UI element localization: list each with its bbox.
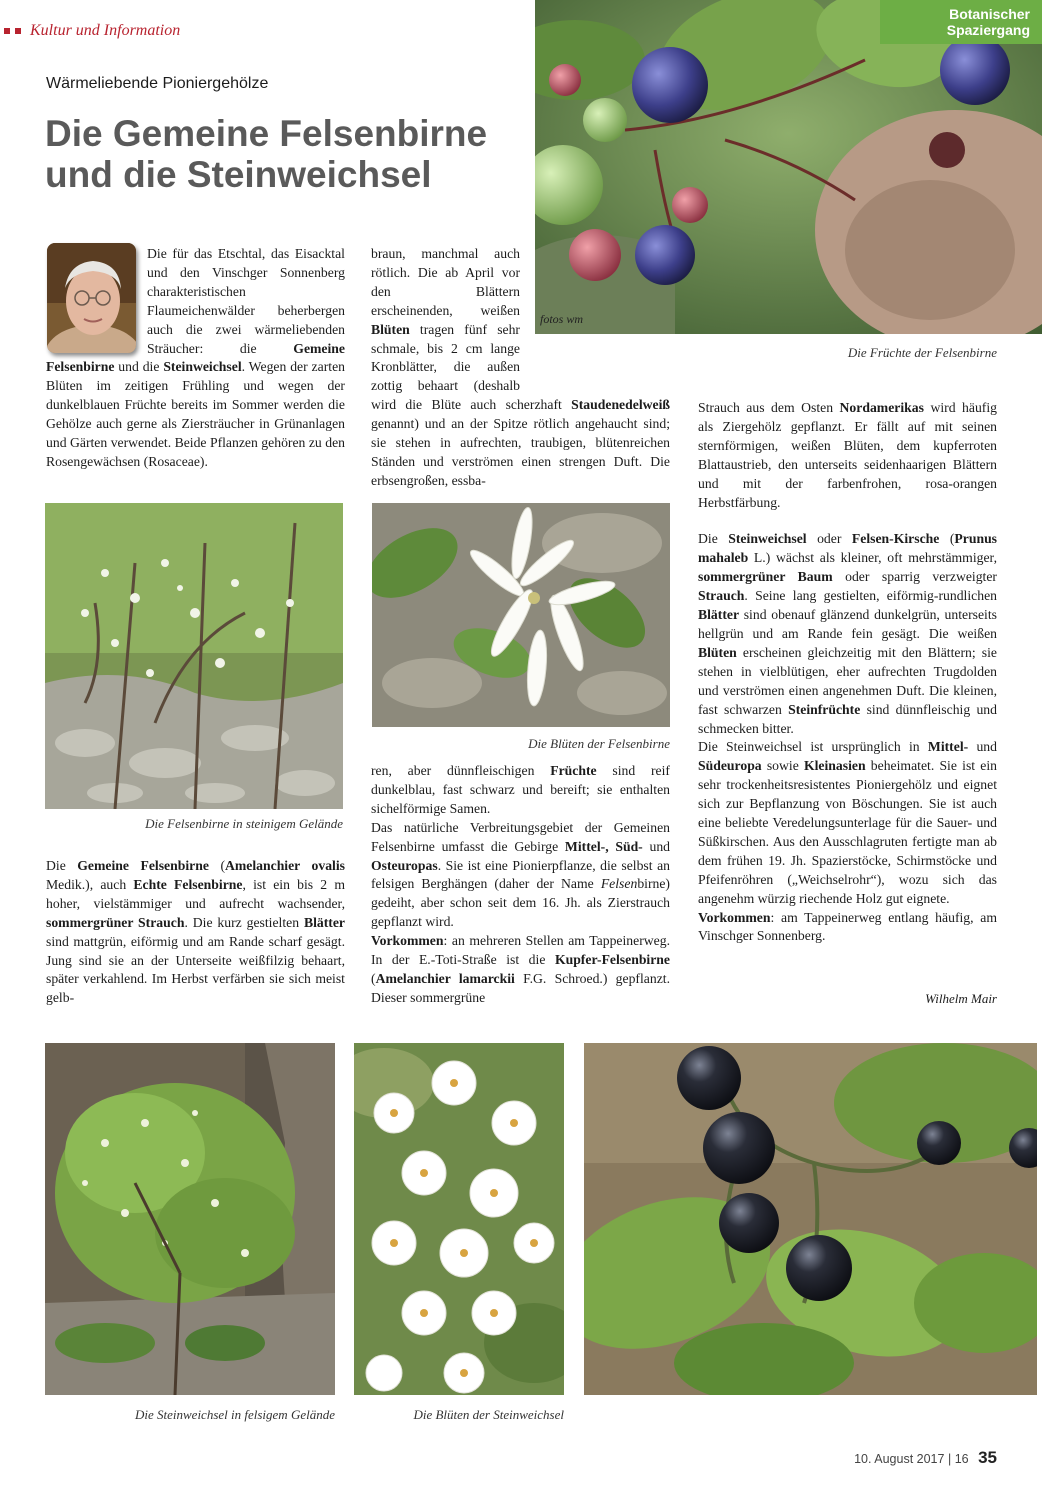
article-serviceberry-description: [46, 857, 345, 1008]
text-run: : an mehreren Stellen am Tappeinerweg. In der E.-Toti-Straße ist die: [371, 933, 670, 968]
issue-date: 10. August 2017: [854, 1452, 945, 1466]
text-run: (: [939, 531, 955, 547]
photo-mahaleb-rock: [45, 1043, 335, 1395]
text-bold: Vorkommen: [371, 933, 444, 949]
text-run: oder: [806, 531, 852, 547]
text-bold: Steinweichsel: [728, 531, 807, 547]
issue-number: 16: [954, 1452, 969, 1466]
text-bold: Vorkommen: [698, 909, 771, 925]
tag-line: Spaziergang: [946, 22, 1030, 38]
text-run: . Die kurz gestielten: [184, 914, 304, 930]
text-run: (: [371, 970, 376, 986]
text-run: (: [208, 858, 225, 873]
text-run: . Seine lang gestielten, eiförmig-rundlichen: [744, 588, 997, 604]
title-line: und die Steinweichsel: [45, 154, 432, 195]
article-intro: [46, 245, 345, 472]
text-run: Medik.), auch: [46, 876, 134, 892]
text-run: Die Steinweichsel ist ursprünglich in: [698, 739, 928, 755]
text-run: sowie: [761, 758, 804, 774]
text-run: sind reif dunkelblau, fast schwarz und bereift; sie enthalten sichelförmige Samen.: [371, 763, 670, 816]
text-bold: sommergrüner Baum: [698, 569, 833, 585]
text-run: und die: [114, 359, 164, 375]
page-number: 35: [978, 1448, 997, 1467]
text-run: : am Tappeinerweg entlang häufig, am Vinschger Sonnenberg.: [698, 909, 997, 944]
text-bold: Steinweichsel: [163, 359, 242, 375]
paragraph: [698, 530, 997, 738]
kicker: Wärmeliebende Pioniergehölze: [46, 75, 269, 92]
text-run: tragen fünf sehr schmale, bis 2 cm lange Kronblätter, die außen zottig behaart (deshalb wird die Blüte auch scherzhaft: [371, 321, 572, 413]
author-name: Wilhelm Mair: [925, 991, 997, 1006]
text-bold: Blätter: [303, 914, 345, 930]
paragraph: [698, 399, 997, 512]
text-bold: Mittel-: [927, 739, 969, 755]
text-run: genannt) und an der Spitze rötlich angehaucht sind; sie stehen in aufrechten, traubigen, blütenreichen Ständen und verströmen einen strengen Duft. Die erbsengroßen, essba-: [371, 416, 670, 488]
category-tag: [880, 0, 1042, 44]
photo-spacer: [520, 245, 670, 393]
text-bold: Blätter: [698, 607, 740, 623]
text-run: birne) gedeiht, aber schon seit dem 16. Jh. als Zierstrauch gepflanzt wird.: [371, 876, 670, 930]
photo-credit: fotos wm: [540, 312, 584, 326]
text-bold: Amelanchier ovalis: [225, 858, 345, 873]
text-bold: Kleinasien: [803, 758, 866, 774]
text-run: Strauch aus dem Osten: [698, 400, 840, 415]
title-line: Die Gemeine Felsenbirne: [45, 113, 488, 154]
paragraph: [698, 738, 997, 908]
text-bold: Früchte: [550, 763, 597, 778]
text-bold: Felsen-Kirsche: [851, 531, 940, 547]
header-marker: [4, 28, 10, 34]
text-bold: Staudenedelweiß: [571, 397, 670, 413]
text-bold: Blüten: [371, 321, 410, 337]
text-bold: Kupfer-Felsenbirne: [554, 952, 670, 968]
page-title: [45, 113, 525, 195]
article-mahaleb: [698, 399, 997, 946]
text-run: erscheinen gleichzeitig mit den Blättern; sie stehen in vielblütigen, eher aufrechten Trugdolden und verströmen einen angenehmen Duft. Die kleinen, fast schwarzen: [698, 644, 997, 717]
text-run: F.G. Schroed.) gepflanzt. Dieser sommergrüne: [371, 970, 670, 1005]
paragraph: [371, 819, 670, 932]
paragraph: [371, 762, 670, 819]
photo-serviceberry-terrain: [45, 503, 343, 809]
text-run: sind obenauf glänzend dunkelgrün, unterseits hellgrün und am Rande fein gesägt. Die weißen: [698, 607, 997, 641]
text-run: und: [968, 739, 997, 755]
text-run: , ist ein bis 2 m hoher, vielstämmiger und aufrecht wachsender,: [46, 876, 345, 911]
portrait-spacer: [46, 245, 147, 357]
section-label: Kultur und Information: [30, 22, 181, 39]
text-run: oder sparrig verzweigter: [832, 569, 997, 585]
text-bold: Steinfrüchte: [788, 701, 861, 717]
text-run: braun, manchmal auch rötlich. Die ab April vor den Blättern erscheinenden, weißen: [371, 246, 520, 318]
caption-serviceberry-fruits: Die Früchte der Felsenbirne: [847, 345, 997, 360]
tag-line: Botanischer: [949, 6, 1030, 22]
footer-separator: |: [947, 1452, 955, 1466]
text-run: . Wegen der zarten Blüten im zeitigen Frühling und wegen der dunkelblauen Früchte bereits im Sommer werden die Gehölze auch gerne als Ziersträucher in Grünanlagen und Gärten verwendet. Beide Pflanzen gehören zu den Rosengewächsen (Rosaceae).: [46, 359, 345, 469]
article-distribution: [371, 762, 670, 1008]
text-bold: Prunus mahaleb: [698, 531, 998, 566]
text-bold: Amelanchier lamarckii: [375, 970, 515, 986]
caption-serviceberry-flowers: Die Blüten der Felsenbirne: [528, 736, 670, 751]
text-bold: Gemeine Felsenbirne: [77, 858, 209, 873]
header-marker: [15, 28, 21, 34]
text-run: sind dünnfleischig und schmecken bitter.: [698, 701, 997, 736]
text-bold: Gemeine Felsenbirne: [46, 340, 345, 375]
text-run: . Sie ist eine Pionierpflanze, die selbst an felsigen Berghängen (daher der Name: [371, 857, 670, 892]
text-italic: Felsen: [600, 876, 638, 892]
page-footer: [750, 1448, 997, 1468]
text-bold: Mittel-, Süd-: [564, 838, 643, 854]
text-bold: Strauch: [698, 588, 745, 604]
text-run: L.) wächst als kleiner, oft mehrstämmiger,: [748, 550, 997, 566]
section-header: [4, 22, 180, 40]
text-run: beheimatet. Sie ist ein sehr trockenheitsresistentes Pioniergehölz und eignet sich zur Bepflanzung von Böschungen. Sie ist auch eine beliebte Veredelungsunterlage für die Sauer- und Süßkirschen. Aus den Ausschlagruten fertigte man ab dem frühen 19. Jh. Spazierstöcke, Schirmstöcke und Pfeifenröhren („Weichselrohr“), wozu sich das angenehm würzig riechende Holz gut eignete.: [698, 758, 997, 906]
caption-mahaleb-rock: Die Steinweichsel in felsigem Gelände: [134, 1407, 335, 1422]
text-bold: Südeuropa: [698, 758, 762, 774]
text-bold: Blüten: [698, 644, 737, 660]
text-run: wird häufig als Ziergehölz gepflanzt. Er fällt auf mit seinen sternförmigen, weißen Blüten, dem kupferroten Blattaustrieb, den unterseits seidenhaarigen Blättern und mit der farbenfrohen, rosa-orangen Herbstfärbung.: [698, 400, 997, 510]
text-run: Die: [46, 858, 78, 873]
text-run: und: [642, 838, 671, 854]
text-run: Das natürliche Verbreitungsgebiet der Gemeinen Felsenbirne umfasst die Gebirge: [371, 819, 670, 854]
caption-serviceberry-terrain: Die Felsenbirne in steinigem Gelände: [145, 816, 343, 831]
text-run: ren, aber dünnfleischigen: [371, 763, 551, 778]
paragraph: [698, 909, 997, 947]
text-bold: Osteuropas: [371, 857, 438, 873]
text-bold: sommergrüner Strauch: [46, 914, 185, 930]
text-run: sind mattgrün, eiförmig und am Rande scharf gesägt. Jung sind sie an der Unterseite weißfilzig behaart, später verkahlend. Im Herbst verfärben sie sich meist gelb-: [46, 933, 345, 1006]
text-run: Die: [698, 531, 729, 547]
text-bold: Echte Felsenbirne: [133, 876, 243, 892]
caption-mahaleb-flowers: Die Blüten der Steinweichsel: [413, 1407, 564, 1422]
text-bold: Nordamerikas: [839, 400, 924, 415]
photo-serviceberry-flowers: [372, 503, 670, 727]
photo-mahaleb-flowers: [354, 1043, 564, 1395]
photo-mahaleb-fruits: [584, 1043, 1037, 1395]
paragraph: [371, 932, 670, 1008]
text-run: Die für das Etschtal, das Eisacktal und den Vinschger Sonnenberg charakteristischen Flaumeichenwälder beherbergen auch die zwei wärmeliebenden Sträucher: die: [147, 246, 345, 356]
article-flowers-description: [371, 245, 670, 491]
